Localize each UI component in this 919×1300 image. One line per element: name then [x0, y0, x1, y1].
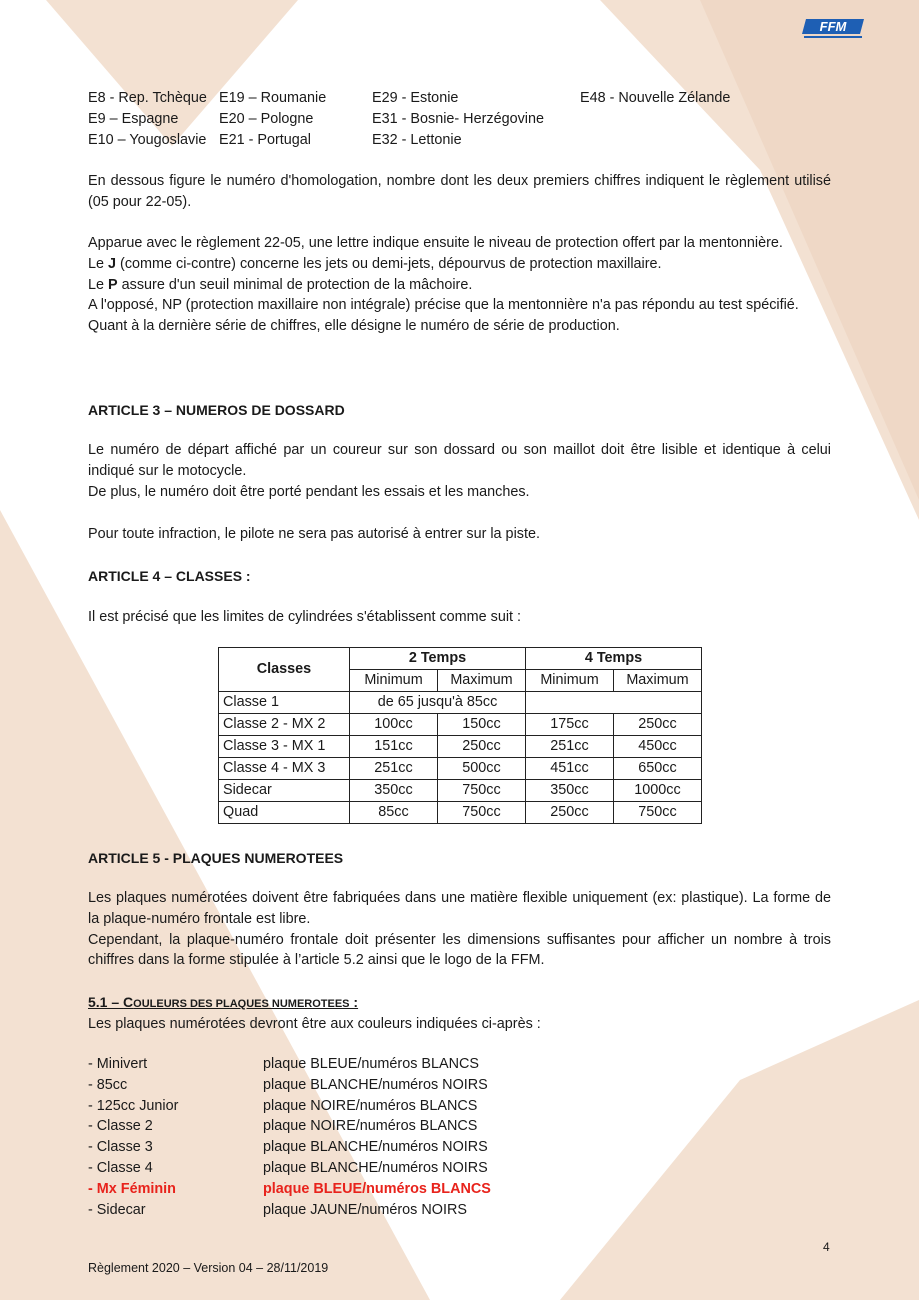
homologation-paragraph-2: Apparue avec le règlement 22-05, une lettre indique ensuite le niveau de protection offert par la mentonnière. — [88, 235, 783, 251]
table-cell: 251cc — [350, 758, 438, 780]
p-letter: P — [108, 276, 118, 293]
j-letter: J — [108, 255, 117, 272]
plate-color-value: plaque BLANCHE/numéros NOIRS — [263, 1076, 488, 1093]
article-3-title: ARTICLE 3 – NUMEROS DE DOSSARD — [88, 402, 345, 418]
plate-class-label: - Sidecar — [88, 1201, 146, 1218]
countries-col-4 — [580, 88, 730, 109]
subsection-5-1-title: 5.1 – COULEURS DES PLAQUES NUMEROTEES : — [88, 994, 359, 1010]
article-5-paragraph-2: Cependant, la plaque-numéro frontale doit présenter les dimensions suffisantes pour afficher un nombre à trois chiffres dans la forme stipulée à l’article 5.2 ainsi que le logo de la FFM. — [88, 931, 831, 969]
country-item: E9 – Espagne — [88, 110, 179, 127]
class-name: Classe 2 - MX 2 — [219, 714, 350, 736]
j-line: Le J (comme ci-contre) concerne les jets ou demi-jets, dépourvus de protection maxillaire. — [88, 255, 662, 272]
table-cell: 250cc — [526, 802, 614, 824]
class-span-value: de 65 jusqu'à 85cc — [350, 692, 526, 714]
table-cell: 250cc — [614, 714, 702, 736]
header-2-temps: 2 Temps — [350, 648, 526, 670]
plate-class-label: - 85cc — [88, 1076, 128, 1093]
header-classes: Classes — [219, 648, 350, 692]
classes-table — [218, 647, 702, 824]
header-max: Maximum — [614, 670, 702, 692]
table-cell: 150cc — [438, 714, 526, 736]
header-4-temps: 4 Temps — [526, 648, 702, 670]
country-item: E32 - Lettonie — [372, 131, 462, 148]
article-5-body — [88, 888, 831, 971]
plate-color-value: plaque BLANCHE/numéros NOIRS — [263, 1139, 488, 1156]
class-name: Quad — [219, 802, 350, 824]
table-cell: 750cc — [438, 780, 526, 802]
country-item: E20 – Pologne — [219, 110, 314, 127]
class-name: Classe 1 — [219, 692, 350, 714]
table-header-row — [219, 648, 702, 670]
footer-version: Règlement 2020 – Version 04 – 28/11/2019 — [88, 1261, 329, 1275]
homologation-paragraph-1: En dessous figure le numéro d'homologation, nombre dont les deux premiers chiffres indiquent le règlement utilisé (05 pour 22-05). — [88, 173, 831, 210]
plate-class-label: - Mx Féminin — [88, 1180, 176, 1197]
table-row — [219, 736, 702, 758]
country-item: E19 – Roumanie — [219, 90, 327, 106]
countries-col-2 — [219, 88, 326, 150]
country-item: E21 - Portugal — [219, 131, 311, 148]
serie-paragraph: Quant à la dernière série de chiffres, elle désigne le numéro de série de production. — [88, 318, 620, 335]
country-item: E31 - Bosnie- Herzégovine — [372, 110, 544, 127]
country-item: E10 – Yougoslavie — [88, 131, 207, 148]
np-paragraph: A l'opposé, NP (protection maxillaire non intégrale) précise que la mentonnière n'a pas répondu au test spécifié. — [88, 297, 799, 314]
plate-color-value: plaque JAUNE/numéros NOIRS — [263, 1201, 467, 1218]
table-cell: 350cc — [526, 780, 614, 802]
table-cell: 250cc — [438, 736, 526, 758]
table-cell: 85cc — [350, 802, 438, 824]
article-5-paragraph-1: Les plaques numérotées doivent être fabriquées dans une matière flexible uniquement (ex: plastique). La forme de la plaque-numéro frontale est libre. — [88, 890, 831, 927]
country-item: E29 - Estonie — [372, 90, 459, 106]
article-4-intro: Il est précisé que les limites de cylindrées s'établissent comme suit : — [88, 609, 522, 625]
empty-cell — [526, 692, 614, 714]
table-cell: 251cc — [526, 736, 614, 758]
table-cell: 450cc — [614, 736, 702, 758]
table-cell: 750cc — [438, 802, 526, 824]
table-cell: 350cc — [350, 780, 438, 802]
p-line: Le P assure d'un seuil minimal de protection de la mâchoire. — [88, 276, 473, 293]
plate-color-value: plaque BLEUE/numéros BLANCS — [263, 1180, 491, 1197]
empty-cell — [614, 692, 702, 714]
article-5-title: ARTICLE 5 - PLAQUES NUMEROTEES — [88, 850, 344, 866]
table-row — [219, 692, 702, 714]
table-cell: 100cc — [350, 714, 438, 736]
table-cell: 451cc — [526, 758, 614, 780]
country-item: E48 - Nouvelle Zélande — [580, 90, 731, 106]
header-max: Maximum — [438, 670, 526, 692]
homologation-block — [88, 233, 831, 337]
countries-col-3 — [372, 88, 544, 150]
table-row — [219, 802, 702, 824]
plate-color-value: plaque NOIRE/numéros BLANCS — [263, 1118, 478, 1135]
table-row — [219, 780, 702, 802]
plate-class-label: - Classe 2 — [88, 1118, 153, 1135]
article-3-paragraph-2: De plus, le numéro doit être porté pendant les essais et les manches. — [88, 483, 530, 500]
article-4-title: ARTICLE 4 – CLASSES : — [88, 568, 251, 584]
article-3-body — [88, 440, 831, 502]
plate-color-value: plaque BLEUE/numéros BLANCS — [263, 1056, 479, 1072]
plate-color-value: plaque NOIRE/numéros BLANCS — [263, 1097, 478, 1114]
svg-text:FFM: FFM — [819, 19, 847, 34]
table-row — [219, 714, 702, 736]
class-name: Classe 3 - MX 1 — [219, 736, 350, 758]
table-cell: 175cc — [526, 714, 614, 736]
table-row — [219, 758, 702, 780]
plate-color-value: plaque BLANCHE/numéros NOIRS — [263, 1159, 488, 1176]
plate-class-label: - Minivert — [88, 1056, 148, 1072]
article-3-paragraph-3: Pour toute infraction, le pilote ne sera pas autorisé à entrer sur la piste. — [88, 526, 540, 542]
table-cell: 151cc — [350, 736, 438, 758]
header-min: Minimum — [526, 670, 614, 692]
table-cell: 650cc — [614, 758, 702, 780]
subsection-5-1-intro: Les plaques numérotées devront être aux couleurs indiquées ci-après : — [88, 1016, 541, 1032]
article-3-paragraph-1: Le numéro de départ affiché par un coureur sur son dossard ou son maillot doit être lisible et identique à celui indiqué sur le motocycle. — [88, 442, 831, 479]
class-name: Classe 4 - MX 3 — [219, 758, 350, 780]
class-name: Sidecar — [219, 780, 350, 802]
table-cell: 1000cc — [614, 780, 702, 802]
table-cell: 500cc — [438, 758, 526, 780]
countries-col-1 — [88, 88, 207, 150]
plate-class-label: - 125cc Junior — [88, 1097, 179, 1114]
table-cell: 750cc — [614, 802, 702, 824]
plate-class-label: - Classe 3 — [88, 1139, 153, 1156]
ffm-logo — [800, 16, 866, 42]
country-item: E8 - Rep. Tchèque — [88, 90, 207, 106]
header-min: Minimum — [350, 670, 438, 692]
page-number: 4 — [823, 1240, 830, 1254]
plate-class-label: - Classe 4 — [88, 1159, 153, 1176]
